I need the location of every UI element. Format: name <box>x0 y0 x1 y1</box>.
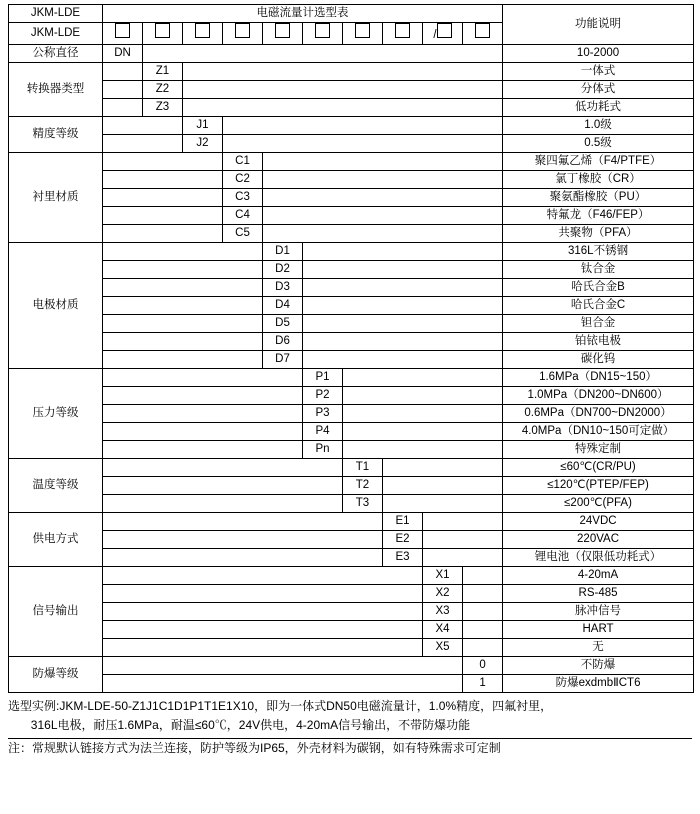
spacer-cell <box>103 297 263 315</box>
category-temperature-class: 温度等级 <box>9 459 103 513</box>
spacer-cell <box>103 387 303 405</box>
table-row <box>9 207 694 225</box>
code-x1[interactable]: X1 <box>423 567 463 585</box>
code-t1[interactable]: T1 <box>343 459 383 477</box>
desc-z2: 分体式 <box>503 81 694 99</box>
code-x4[interactable]: X4 <box>423 621 463 639</box>
code-d5[interactable]: D5 <box>263 315 303 333</box>
model-code-cell: JKM-LDE <box>9 5 103 23</box>
category-explosion-proof: 防爆等级 <box>9 657 103 693</box>
box-cell-7 <box>343 23 383 45</box>
spacer-cell <box>343 405 503 423</box>
spacer-cell <box>423 513 503 531</box>
code-p1[interactable]: P1 <box>303 369 343 387</box>
desc-j1: 1.0级 <box>503 117 694 135</box>
spacer-cell <box>103 117 183 135</box>
table-row <box>9 405 694 423</box>
desc-c5: 共聚物（PFA） <box>503 225 694 243</box>
box-cell-8 <box>383 23 423 45</box>
code-d2[interactable]: D2 <box>263 261 303 279</box>
code-d3[interactable]: D3 <box>263 279 303 297</box>
box-cell-9 <box>423 23 463 45</box>
spacer-cell <box>103 585 423 603</box>
spacer-cell <box>143 45 503 63</box>
desc-p2: 1.0MPa（DN200~DN600） <box>503 387 694 405</box>
desc-p3: 0.6MPa（DN700~DN2000） <box>503 405 694 423</box>
desc-d6: 铂铱电极 <box>503 333 694 351</box>
desc-t3: ≤200℃(PFA) <box>503 495 694 513</box>
checkbox-2[interactable] <box>155 23 170 38</box>
checkbox-8[interactable] <box>395 23 410 38</box>
table-row <box>9 549 694 567</box>
spacer-cell <box>103 423 303 441</box>
spacer-cell <box>103 567 423 585</box>
spacer-cell <box>103 279 263 297</box>
desc-p1: 1.6MPa（DN15~150） <box>503 369 694 387</box>
table-row <box>9 639 694 657</box>
spacer-cell <box>103 315 263 333</box>
code-z2[interactable]: Z2 <box>143 81 183 99</box>
code-d4[interactable]: D4 <box>263 297 303 315</box>
spacer-cell <box>103 621 423 639</box>
spacer-cell <box>103 495 343 513</box>
spacer-cell <box>303 243 503 261</box>
code-z1[interactable]: Z1 <box>143 63 183 81</box>
spacer-cell <box>103 549 383 567</box>
spacer-cell <box>383 459 503 477</box>
table-row <box>9 567 694 585</box>
box-cell-2 <box>143 23 183 45</box>
desc-x4: HART <box>503 621 694 639</box>
spacer-cell <box>223 117 503 135</box>
slash-separator: / <box>433 29 437 41</box>
box-cell-1 <box>103 23 143 45</box>
spacer-cell <box>303 279 503 297</box>
code-d1[interactable]: D1 <box>263 243 303 261</box>
desc-z3: 低功耗式 <box>503 99 694 117</box>
checkbox-6[interactable] <box>315 23 330 38</box>
category-signal-output: 信号输出 <box>9 567 103 657</box>
spacer-cell <box>103 441 303 459</box>
code-j1[interactable]: J1 <box>183 117 223 135</box>
table-row <box>9 315 694 333</box>
code-e2[interactable]: E2 <box>383 531 423 549</box>
checkbox-10[interactable] <box>475 23 490 38</box>
table-row <box>9 189 694 207</box>
spacer-cell <box>463 567 503 585</box>
desc-z1: 一体式 <box>503 63 694 81</box>
code-j2[interactable]: J2 <box>183 135 223 153</box>
table-row <box>9 45 694 63</box>
spacer-cell <box>303 297 503 315</box>
desc-p4: 4.0MPa（DN10~150可定做） <box>503 423 694 441</box>
desc-ex-1: 防爆exdmbⅡCT6 <box>503 675 694 693</box>
spacer-cell <box>303 261 503 279</box>
table-row <box>9 369 694 387</box>
table-row <box>9 117 694 135</box>
desc-d4: 哈氏合金C <box>503 297 694 315</box>
category-converter-type: 转换器类型 <box>9 63 103 117</box>
table-row <box>9 441 694 459</box>
desc-x1: 4-20mA <box>503 567 694 585</box>
spacer-cell <box>103 531 383 549</box>
spacer-cell <box>103 675 463 693</box>
code-d6[interactable]: D6 <box>263 333 303 351</box>
desc-x2: RS-485 <box>503 585 694 603</box>
spacer-cell <box>383 477 503 495</box>
note-example-line2: 316L电极，耐压1.6MPa，耐温≤60℃，24V供电，4-20mA信号输出，不带防爆功能 <box>30 718 471 732</box>
spacer-cell <box>103 153 223 171</box>
spacer-cell <box>383 495 503 513</box>
desc-c2: 氯丁橡胶（CR） <box>503 171 694 189</box>
table-row <box>9 333 694 351</box>
table-row <box>9 135 694 153</box>
desc-ex-0: 不防爆 <box>503 657 694 675</box>
box-cell-5 <box>263 23 303 45</box>
category-lining-material: 衬里材质 <box>9 153 103 243</box>
desc-x3: 脉冲信号 <box>503 603 694 621</box>
desc-d7: 碳化钨 <box>503 351 694 369</box>
table-row <box>9 459 694 477</box>
spacer-cell <box>223 135 503 153</box>
table-header-row <box>9 5 694 23</box>
table-row <box>9 63 694 81</box>
box-cell-4 <box>223 23 263 45</box>
box-cell-10 <box>463 23 503 45</box>
desc-title-cell: 功能说明 <box>503 5 694 45</box>
table-row <box>9 99 694 117</box>
table-row <box>9 261 694 279</box>
spacer-cell <box>103 657 463 675</box>
spacer-cell <box>263 225 503 243</box>
spacer-cell <box>103 225 223 243</box>
spacer-cell <box>423 531 503 549</box>
code-ex-0[interactable]: 0 <box>463 657 503 675</box>
table-row <box>9 531 694 549</box>
category-accuracy-class: 精度等级 <box>9 117 103 153</box>
spacer-cell <box>103 603 423 621</box>
code-z3[interactable]: Z3 <box>143 99 183 117</box>
spacer-cell <box>103 513 383 531</box>
checkbox-4[interactable] <box>235 23 250 38</box>
checkbox-7[interactable] <box>355 23 370 38</box>
checkbox-5[interactable] <box>275 23 290 38</box>
checkbox-3[interactable] <box>195 23 210 38</box>
selection-table <box>8 4 694 693</box>
spacer-cell <box>463 621 503 639</box>
code-c5[interactable]: C5 <box>223 225 263 243</box>
spacer-cell <box>263 189 503 207</box>
spacer-cell <box>103 99 143 117</box>
table-row <box>9 477 694 495</box>
desc-j2: 0.5级 <box>503 135 694 153</box>
code-c2[interactable]: C2 <box>223 171 263 189</box>
desc-d1: 316L不锈钢 <box>503 243 694 261</box>
code-t2[interactable]: T2 <box>343 477 383 495</box>
table-row <box>9 225 694 243</box>
spacer-cell <box>103 171 223 189</box>
spacer-cell <box>183 81 503 99</box>
spacer-cell <box>183 99 503 117</box>
note-example-line1: 选型实例:JKM-LDE-50-Z1J1C1D1P1T1E1X10，即为一体式DN50电磁流量计，1.0%精度，四氟衬里， <box>8 699 553 713</box>
spacer-cell <box>343 369 503 387</box>
spacer-cell <box>463 585 503 603</box>
box-cell-6 <box>303 23 343 45</box>
model-label-cell: JKM-LDE <box>9 23 103 45</box>
selection-table-container <box>8 4 692 693</box>
spacer-cell <box>103 243 263 261</box>
table-row <box>9 423 694 441</box>
spacer-cell <box>103 63 143 81</box>
table-row <box>9 297 694 315</box>
table-row <box>9 495 694 513</box>
code-t3[interactable]: T3 <box>343 495 383 513</box>
spacer-cell <box>103 261 263 279</box>
table-row <box>9 657 694 675</box>
spacer-cell <box>103 189 223 207</box>
code-d7[interactable]: D7 <box>263 351 303 369</box>
code-p2[interactable]: P2 <box>303 387 343 405</box>
code-pn[interactable]: Pn <box>303 441 343 459</box>
desc-c3: 聚氨酯橡胶（PU） <box>503 189 694 207</box>
code-e3[interactable]: E3 <box>383 549 423 567</box>
spacer-cell <box>103 135 183 153</box>
code-x3[interactable]: X3 <box>423 603 463 621</box>
desc-d5: 钽合金 <box>503 315 694 333</box>
spacer-cell <box>343 387 503 405</box>
desc-c1: 聚四氟乙烯（F4/PTFE） <box>503 153 694 171</box>
code-c3[interactable]: C3 <box>223 189 263 207</box>
spacer-cell <box>103 405 303 423</box>
code-ex-1[interactable]: 1 <box>463 675 503 693</box>
category-nominal-diameter: 公称直径 <box>9 45 103 63</box>
spacer-cell <box>263 207 503 225</box>
spacer-cell <box>303 315 503 333</box>
table-title-cell: 电磁流量计选型表 <box>103 5 503 23</box>
table-row <box>9 387 694 405</box>
code-e1[interactable]: E1 <box>383 513 423 531</box>
spacer-cell <box>263 171 503 189</box>
code-x2[interactable]: X2 <box>423 585 463 603</box>
table-row <box>9 171 694 189</box>
table-row <box>9 351 694 369</box>
box-cell-3 <box>183 23 223 45</box>
spacer-cell <box>463 639 503 657</box>
spacer-cell <box>183 63 503 81</box>
desc-nominal-diameter: 10-2000 <box>503 45 694 63</box>
desc-pn: 特殊定制 <box>503 441 694 459</box>
code-c1[interactable]: C1 <box>223 153 263 171</box>
table-row <box>9 81 694 99</box>
checkbox-1[interactable] <box>115 23 130 38</box>
table-row <box>9 603 694 621</box>
notes-section <box>8 693 692 758</box>
table-row <box>9 153 694 171</box>
table-row <box>9 513 694 531</box>
spacer-cell <box>103 333 263 351</box>
spacer-cell <box>423 549 503 567</box>
desc-d2: 钛合金 <box>503 261 694 279</box>
desc-e3: 锂电池（仅限低功耗式） <box>503 549 694 567</box>
desc-x5: 无 <box>503 639 694 657</box>
spacer-cell <box>103 81 143 99</box>
table-row <box>9 585 694 603</box>
desc-d3: 哈氏合金B <box>503 279 694 297</box>
table-row <box>9 675 694 693</box>
spacer-cell <box>103 369 303 387</box>
code-dn[interactable]: DN <box>103 45 143 63</box>
spacer-cell <box>303 351 503 369</box>
spacer-cell <box>103 639 423 657</box>
desc-c4: 特氟龙（F46/FEP） <box>503 207 694 225</box>
code-p4[interactable]: P4 <box>303 423 343 441</box>
note-remark: 注：常规默认链接方式为法兰连接，防护等级为IP65，外壳材料为碳钢，如有特殊需求可定制 <box>8 741 501 755</box>
spacer-cell <box>263 153 503 171</box>
table-row <box>9 279 694 297</box>
code-x5[interactable]: X5 <box>423 639 463 657</box>
table-row <box>9 621 694 639</box>
spacer-cell <box>103 207 223 225</box>
code-p3[interactable]: P3 <box>303 405 343 423</box>
spacer-cell <box>343 423 503 441</box>
category-pressure-class: 压力等级 <box>9 369 103 459</box>
spacer-cell <box>343 441 503 459</box>
spacer-cell <box>303 333 503 351</box>
spacer-cell <box>463 603 503 621</box>
spacer-cell <box>103 477 343 495</box>
spacer-cell <box>103 351 263 369</box>
spacer-cell <box>103 459 343 477</box>
checkbox-9[interactable] <box>437 23 452 38</box>
table-row <box>9 243 694 261</box>
desc-t2: ≤120℃(PTEP/FEP) <box>503 477 694 495</box>
desc-e1: 24VDC <box>503 513 694 531</box>
category-power-supply: 供电方式 <box>9 513 103 567</box>
desc-t1: ≤60℃(CR/PU) <box>503 459 694 477</box>
desc-e2: 220VAC <box>503 531 694 549</box>
category-electrode-material: 电极材质 <box>9 243 103 369</box>
code-c4[interactable]: C4 <box>223 207 263 225</box>
